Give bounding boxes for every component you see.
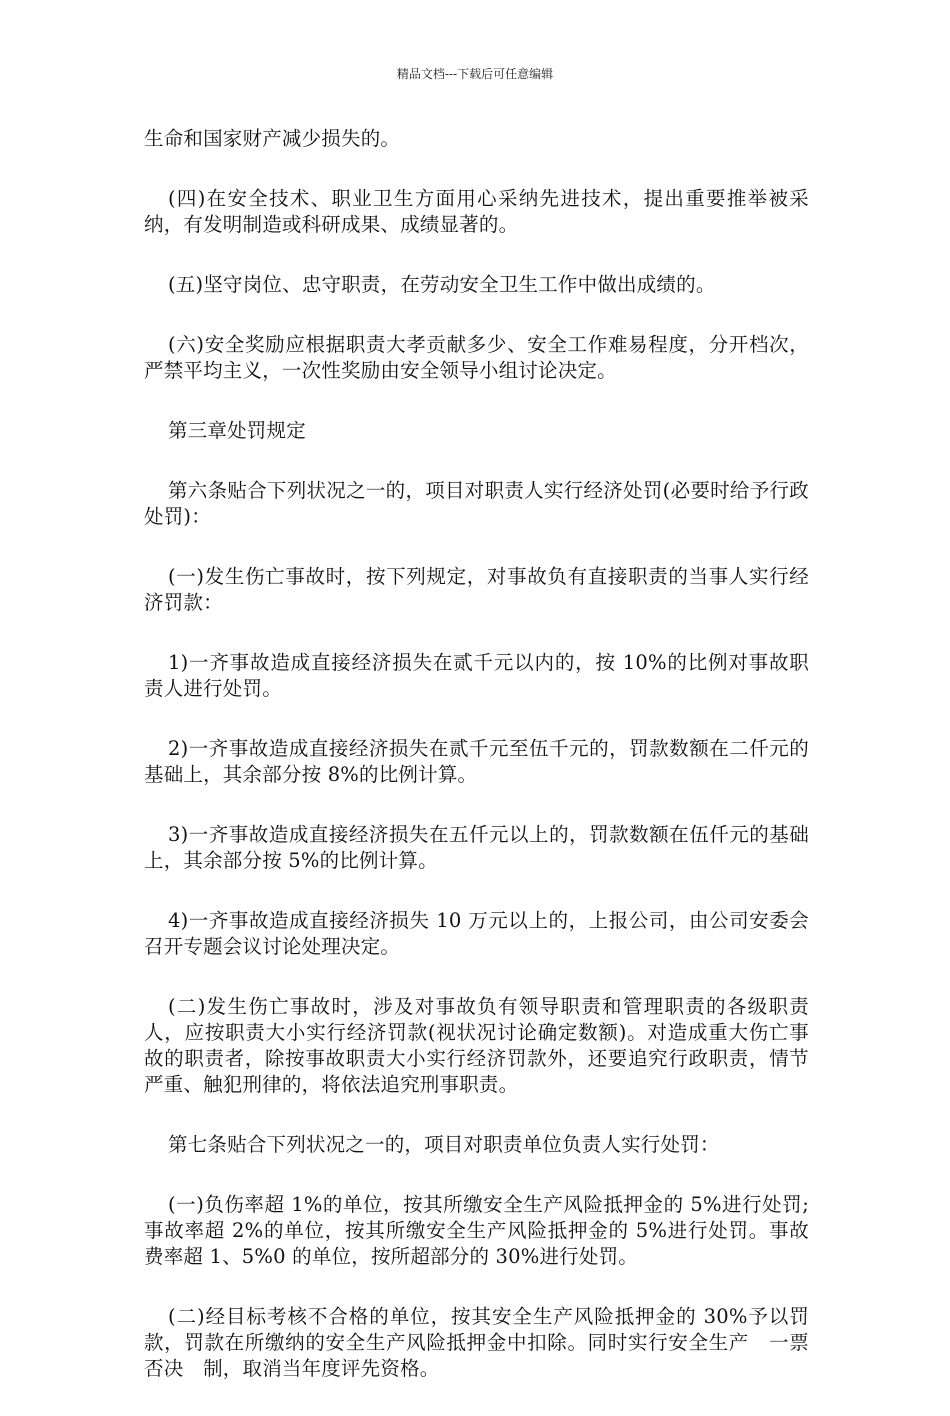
paragraph: (六)安全奖励应根据职责大孝贡献多少、安全工作难易程度，分开档次，严禁平均主义，一次性奖励由安全领导小组讨论决定。 <box>144 333 809 382</box>
paragraph: (四)在安全技术、职业卫生方面用心采纳先进技术，提出重要推举被采纳，有发明制造或科研成果、成绩显著的。 <box>144 187 809 236</box>
paragraph: (一)发生伤亡事故时，按下列规定，对事故负有直接职责的当事人实行经济罚款： <box>144 565 809 614</box>
list-item: 4)一齐事故造成直接经济损失 10 万元以上的，上报公司，由公司安委会召开专题会议讨论处理决定。 <box>144 909 809 958</box>
paragraph: 生命和国家财产减少损失的。 <box>144 127 401 150</box>
paragraph: (五)坚守岗位、忠守职责，在劳动安全卫生工作中做出成绩的。 <box>168 273 716 296</box>
article-paragraph: 第六条贴合下列状况之一的，项目对职责人实行经济处罚(必要时给予行政处罚)： <box>144 479 809 528</box>
chapter-heading: 第三章处罚规定 <box>168 419 306 442</box>
paragraph: (一)负伤率超 1%的单位，按其所缴安全生产风险抵押金的 5%进行处罚;事故率超 2%的单位，按其所缴安全生产风险抵押金的 5%进行处罚。事故费率超 1、5%0 的单位，按所超部分的 30%进行处罚。 <box>144 1193 809 1268</box>
paragraph: (二)经目标考核不合格的单位，按其安全生产风险抵押金的 30%予以罚款，罚款在所缴纳的安全生产风险抵押金中扣除。同时实行安全生产 一票否决 制，取消当年度评先资格。 <box>144 1305 809 1380</box>
article-paragraph: 第七条贴合下列状况之一的，项目对职责单位负责人实行处罚： <box>168 1133 720 1156</box>
paragraph: (二)发生伤亡事故时，涉及对事故负有领导职责和管理职责的各级职责人，应按职责大小实行经济罚款(视状况讨论确定数额)。对造成重大伤亡事故的职责者，除按事故职责大小实行经济罚款外，还要追究行政职责，情节严重、触犯刑律的，将依法追究刑事职责。 <box>144 995 809 1096</box>
list-item: 1)一齐事故造成直接经济损失在贰千元以内的，按 10%的比例对事故职责人进行处罚。 <box>144 651 809 700</box>
list-item: 2)一齐事故造成直接经济损失在贰千元至伍千元的，罚款数额在二仟元的基础上，其余部分按 8%的比例计算。 <box>144 737 809 786</box>
page-header: 精品文档---下载后可任意编辑 <box>396 67 554 81</box>
document-body <box>144 126 809 1416</box>
list-item: 3)一齐事故造成直接经济损失在五仟元以上的，罚款数额在伍仟元的基础上，其余部分按 5%的比例计算。 <box>144 823 809 872</box>
